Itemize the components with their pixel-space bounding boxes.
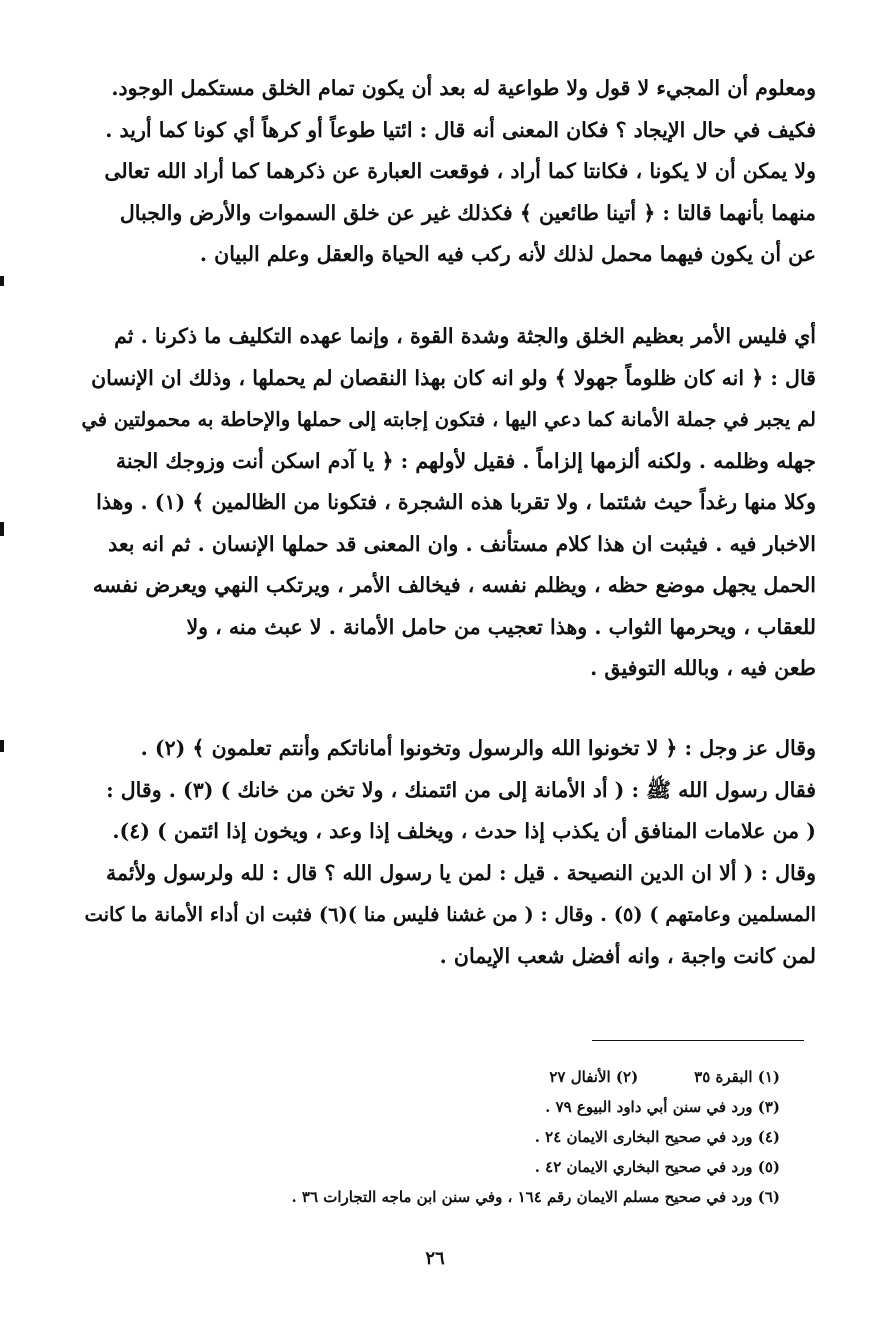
paragraph-line: قال : ﴿ انه كان ظلوماً جهولا ﴾ ولو انه كان بهذا النقصان لم يحملها ، وذلك ان الإنسان — [91, 365, 816, 390]
scan-edge-mark — [0, 740, 4, 752]
footnote-row — [150, 1062, 780, 1092]
paragraph-1 — [70, 68, 816, 276]
footnote-separator — [592, 1040, 804, 1041]
paragraph-line: لمن كانت واجبة ، وانه أفضل شعب الإيمان . — [439, 943, 816, 968]
footnote-4: (٤) ورد في صحيح البخارى الايمان ٢٤ . — [534, 1128, 780, 1146]
paragraph-line: فكيف في حال الإيجاد ؟ فكان المعنى أنه قال : ائتيا طوعاً أو كرهاً أي كونا كما أريد . — [105, 117, 816, 142]
paragraph-line: لم يجبر في جملة الأمانة كما دعي اليها ، فتكون إجابته إلى حملها والإحاطة به محمولتين في — [81, 408, 816, 431]
paragraph-line: فقال رسول الله ﷺ : ( أد الأمانة إلى من ائتمنك ، ولا تخن من خانك ) (٣) . وقال : — [106, 777, 816, 802]
footnotes — [150, 1062, 780, 1212]
footnote-5: (٥) ورد في صحيح البخاري الايمان ٤٢ . — [534, 1158, 780, 1176]
footnote-1: (١) البقرة ٣٥ — [694, 1068, 780, 1086]
paragraph-2 — [70, 316, 816, 690]
paragraph-line: طعن فيه ، وبالله التوفيق . — [590, 656, 816, 680]
paragraph-line: أي فليس الأمر بعظيم الخلق والجثة وشدة القوة ، وإنما عهده التكليف ما ذكرنا . ثم — [114, 324, 816, 348]
paragraph-line: وقال عز وجل : ﴿ لا تخونوا الله والرسول وتخونوا أماناتكم وأنتم تعلمون ﴾ (٢) . — [140, 736, 816, 760]
paragraph-line: ولا يمكن أن لا يكونا ، فكانتا كما أراد ، فوقعت العبارة عن ذكرهما كما أراد الله تعالى — [104, 159, 816, 183]
paragraph-line: جهله وظلمه . ولكنه ألزمها إلزاماً . فقيل لأولهم : ﴿ يا آدم اسكن أنت وزوجك الجنة — [115, 448, 816, 473]
footnote-2: (٢) الأنفال ٢٧ — [549, 1068, 639, 1086]
footnote-6: (٦) ورد في صحيح مسلم الايمان رقم ١٦٤ ، وفي سنن ابن ماجه التجارات ٣٦ . — [291, 1188, 780, 1206]
paragraph-line: منهما بأنهما قالتا : ﴿ أتينا طائعين ﴾ فكذلك غير عن خلق السموات والأرض والجبال — [119, 200, 816, 225]
paragraph-line: عن أن يكون فيهما محمل لذلك لأنه ركب فيه الحياة والعقل وعلم البيان . — [199, 242, 816, 266]
paragraph-line: وقال : ( ألا ان الدين النصيحة . قيل : لمن يا رسول الله ؟ قال : لله ولرسول ولأئمة — [106, 860, 816, 885]
paragraph-line: الحمل يجهل موضع حظه ، ويظلم نفسه ، فيخالف الأمر ، ويرتكب النهي ويعرض نفسه — [92, 573, 816, 597]
scan-edge-mark — [0, 276, 4, 286]
paragraph-line: ( من علامات المنافق أن يكذب إذا حدث ، ويخلف إذا وعد ، ويخون إذا ائتمن ) (٤). — [112, 819, 816, 843]
paragraph-line: وكلا منها رغداً حيث شئتما ، ولا تقربا هذه الشجرة ، فتكونا من الظالمين ﴾ (١) . وهذا — [96, 490, 816, 514]
page-number: ٢٦ — [425, 1248, 445, 1269]
footnote-3: (٣) ورد في سنن أبي داود البيوع ٧٩ . — [545, 1098, 780, 1116]
paragraph-3 — [70, 728, 816, 977]
paragraph-line: ومعلوم أن المجيء لا قول ولا طواعية له بعد أن يكون تمام الخلق مستكمل الوجود. — [111, 76, 816, 100]
paragraph-line: الاخبار فيه . فيثبت ان هذا كلام مستأنف . وان المعنى قد حملها الإنسان . ثم انه بعد — [108, 531, 816, 556]
paragraph-line: المسلمين وعامتهم ) (٥) . وقال : ( من غشنا فليس منا )(٦) فثبت ان أداء الأمانة ما كانت — [84, 903, 816, 926]
paragraph-line: للعقاب ، ويحرمها الثواب . وهذا تعجيب من حامل الأمانة . لا عبث منه ، ولا — [186, 614, 816, 639]
scan-edge-mark — [0, 522, 4, 536]
